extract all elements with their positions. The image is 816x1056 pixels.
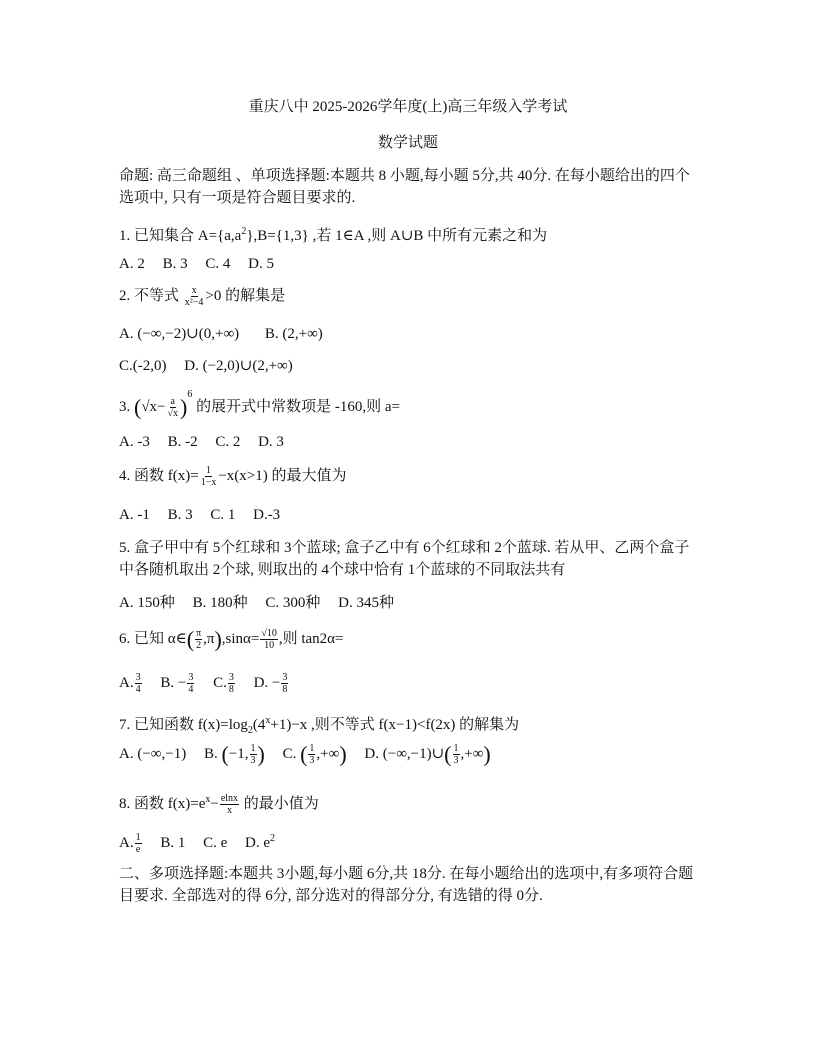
q4-option-b: B. 3: [167, 507, 193, 523]
q7-d-frac: [453, 743, 460, 766]
q6-interval-frac: [195, 628, 202, 651]
q6-c-label: C.: [213, 674, 227, 691]
q8-frac-den: x: [226, 805, 232, 817]
q7-c-label: C.: [282, 745, 297, 762]
q6-interval-den: 2: [196, 640, 202, 651]
q5-option-d: D. 345种: [338, 595, 394, 611]
q2-frac-den: x²−4: [184, 297, 204, 308]
q7-b-frac: [250, 743, 257, 766]
q6-suffix: ,则 tan2α=: [278, 630, 344, 647]
question-8: [119, 790, 319, 816]
q4-option-d: D.-3: [253, 507, 281, 523]
q6-interval-num: π: [196, 628, 202, 639]
q6-sin-num: √10: [261, 628, 277, 639]
q6-right-paren: ): [214, 626, 222, 652]
q7-log-base: 2: [247, 725, 253, 736]
q3-option-c: C. 2: [215, 434, 241, 450]
section2-intro: 二、多项选择题:本题共 3小题,每小题 6分,共 18分. 在每小题给出的选项中,有多项符合题目要求. 全部选对的得 6分, 部分选对的得部分分, 有选错的得 0分.: [119, 866, 694, 904]
q6-c-frac: [228, 672, 235, 695]
q5-option-b: B. 180种: [192, 595, 248, 611]
q8-frac-num: elnx: [220, 793, 239, 805]
q7-options: [119, 743, 505, 766]
q7-b-num: 1: [250, 743, 256, 754]
q7-arg: (4: [252, 717, 266, 733]
q3-options: [119, 432, 298, 452]
q6-a-frac: [135, 672, 142, 695]
q7-b-den: 3: [250, 755, 256, 766]
q6-sin-den: 10: [264, 640, 275, 651]
q2-option-c: C.(-2,0): [119, 358, 167, 374]
q7-b-lparen: (: [221, 741, 229, 767]
q6-d-frac: [281, 672, 288, 695]
q7-option-c: [283, 743, 347, 766]
q6-d-den: 8: [282, 684, 288, 695]
q6-b-num: 3: [188, 672, 194, 683]
q6-options: [119, 672, 303, 695]
q1-option-d: D. 5: [248, 256, 274, 272]
q3-option-b: B. -2: [167, 434, 198, 450]
q6-option-c: [213, 672, 236, 695]
question-4: [119, 465, 347, 488]
q1-prefix: 1. 已知集合 A={a,a: [119, 228, 242, 244]
q8-option-d: [245, 829, 275, 853]
q7-c-num: 1: [309, 743, 315, 754]
q6-prefix: 6. 已知: [119, 630, 165, 647]
exam-subtitle: 数学试题: [377, 135, 438, 151]
q6-c-den: 8: [228, 684, 234, 695]
q1-option-a: A. 2: [119, 256, 145, 272]
q2-option-b: B. (2,+∞): [264, 326, 323, 342]
q7-c-frac: [308, 743, 315, 766]
q1-exponent: 2: [241, 226, 247, 237]
q8-suffix: 的最小值为: [243, 796, 319, 812]
q1-option-b: B. 3: [162, 256, 188, 272]
q8-a-num: 1: [135, 832, 141, 844]
q8-a-den: e: [135, 844, 141, 856]
q7-arg-exp: x: [265, 715, 271, 726]
q6-sin-part: ,sinα=: [221, 630, 260, 647]
q7-c-right: ,+∞: [316, 745, 340, 762]
q7-d-label: D. (−∞,−1)∪: [364, 745, 445, 762]
q3-prefix: 3.: [119, 399, 131, 415]
q4-fraction: [200, 465, 218, 488]
q7-c-lparen: (: [300, 741, 308, 767]
q6-option-b: [160, 672, 195, 695]
q7-option-b: [204, 743, 265, 766]
q2-suffix: >0 的解集是: [205, 287, 286, 304]
q6-sin-frac: [260, 628, 278, 651]
q7-d-den: 3: [453, 755, 459, 766]
q7-b-label: B.: [203, 745, 218, 762]
q3-frac-den: √x: [167, 408, 179, 420]
q3-option-a: A. -3: [119, 434, 150, 450]
q4-option-c: C. 1: [210, 507, 236, 523]
q2-option-a: A. (−∞,−2)∪(0,+∞): [119, 326, 240, 342]
q2-options-row2: [119, 356, 307, 376]
q7-option-d: [364, 743, 490, 766]
q3-left-paren: (: [134, 394, 142, 420]
q6-option-d: [254, 672, 290, 695]
q6-a-den: 4: [135, 684, 141, 695]
q6-d-label: D. −: [253, 674, 281, 691]
q7-b-left: −1,: [228, 745, 249, 762]
q4-option-a: A. -1: [119, 507, 150, 523]
q3-right-paren: ): [180, 394, 188, 420]
question-7: [119, 711, 519, 741]
q4-prefix: 4. 函数 f(x)=: [119, 467, 199, 484]
q3-power: 6: [187, 389, 193, 400]
q4-frac-den: 1−x: [200, 477, 217, 488]
q4-frac-num: 1: [206, 465, 212, 476]
q2-prefix: 2. 不等式: [119, 287, 180, 304]
q3-inner: √x−: [141, 399, 166, 415]
q8-d-exp: 2: [270, 833, 276, 844]
q3-fraction: [167, 396, 180, 419]
q8-options: [119, 829, 289, 855]
q5-options: [119, 593, 408, 613]
q2-frac-num: x: [191, 285, 197, 296]
q4-options: [119, 505, 294, 525]
q1-mid: },B={1,3} ,若 1∈A ,则 A∪B 中所有元素之和为: [246, 228, 548, 244]
q3-suffix: 的展开式中常数项是 -160,则 a=: [196, 399, 400, 415]
q2-option-d: D. (−2,0)∪(2,+∞): [184, 358, 293, 374]
q8-a-frac: [135, 832, 142, 855]
section1-intro: 命题: 高三命题组 、单项选择题:本题共 8 小题,每小题 5分,共 40分. 在每小题给出的四个选项中, 只有一项是符合题目要求的.: [119, 168, 690, 206]
q6-a-num: 3: [135, 672, 141, 683]
q6-b-frac: [187, 672, 194, 695]
q6-c-num: 3: [228, 672, 234, 683]
q7-d-num: 1: [453, 743, 459, 754]
q2-options-row1: [119, 324, 337, 344]
q8-minus: −: [210, 796, 219, 812]
q7-d-lparen: (: [444, 741, 452, 767]
q8-option-b: B. 1: [160, 835, 186, 851]
q5-option-a: A. 150种: [119, 595, 175, 611]
q7-prefix: 7. 已知函数 f(x)=log: [119, 717, 248, 733]
q7-b-rparen: ): [257, 741, 265, 767]
q8-exp-x: x: [205, 794, 211, 805]
q8-fraction: [220, 793, 239, 816]
q8-d-label: D. e: [245, 835, 271, 851]
q7-c-den: 3: [309, 755, 315, 766]
q2-fraction: [184, 285, 205, 308]
q6-alpha-in: α∈: [167, 630, 187, 647]
q7-c-rparen: ): [339, 741, 347, 767]
q8-prefix: 8. 函数 f(x)=e: [119, 796, 206, 812]
q6-a-label: A.: [119, 674, 134, 691]
q8-option-c: C. e: [203, 835, 228, 851]
q6-left-paren: (: [186, 626, 195, 652]
q7-d-rparen: ): [483, 741, 491, 767]
q5-option-c: C. 300种: [265, 595, 321, 611]
q8-option-a: [119, 832, 143, 855]
q7-d-right: ,+∞: [460, 745, 484, 762]
q7-option-a: A. (−∞,−1): [119, 745, 187, 762]
q3-option-d: D. 3: [258, 434, 284, 450]
q1-option-c: C. 4: [205, 256, 231, 272]
q6-option-a: [119, 672, 143, 695]
q3-frac-num: a: [170, 396, 175, 408]
q6-d-num: 3: [282, 672, 288, 683]
q7-rest: +1)−x ,则不等式 f(x−1)<f(2x) 的解集为: [270, 717, 520, 733]
question-2: [119, 285, 285, 308]
q8-a-label: A.: [119, 835, 134, 851]
q6-b-label: B. −: [160, 674, 187, 691]
question-3: [119, 389, 400, 420]
q6-interval-rest: ,π: [203, 630, 215, 647]
question-6: [119, 628, 344, 651]
q6-b-den: 4: [188, 684, 194, 695]
q1-options: [119, 254, 288, 274]
question-5: 5. 盒子甲中有 5个红球和 3个蓝球; 盒子乙中有 6个红球和 2个蓝球. 若从甲、乙两个盒子中各随机取出 2个球, 则取出的 4个球中恰有 1个蓝球的不同取法共有: [119, 540, 690, 578]
q4-suffix: −x(x>1) 的最大值为: [218, 467, 347, 484]
question-1: [119, 222, 547, 246]
exam-title: 重庆八中 2025-2026学年度(上)高三年级入学考试: [248, 99, 568, 115]
